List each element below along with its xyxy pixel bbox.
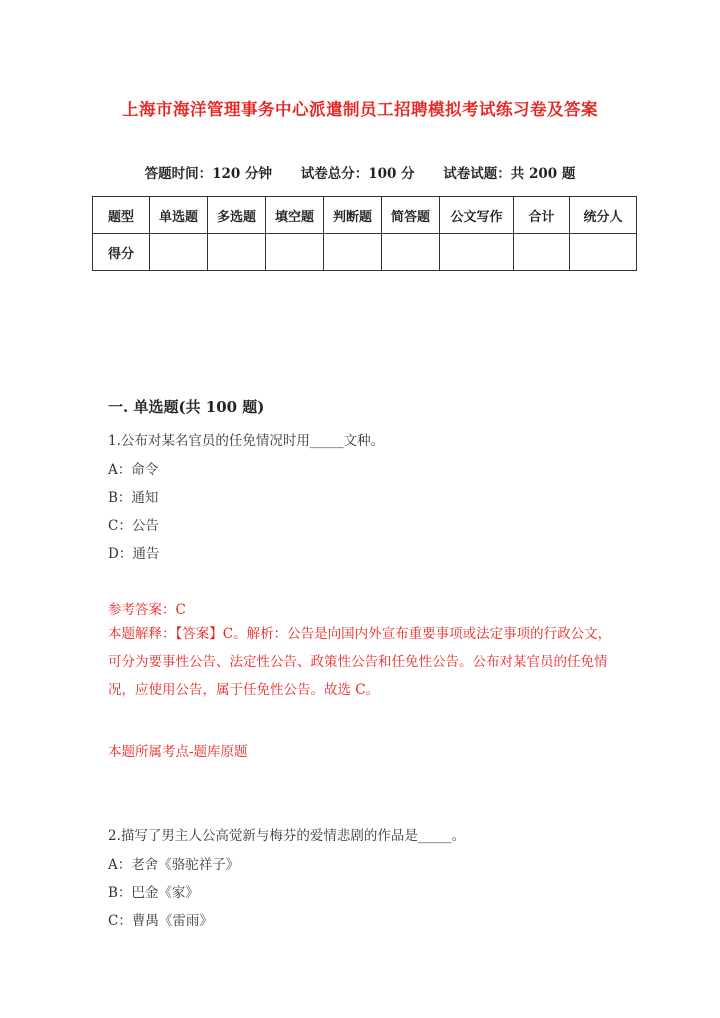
score-cell bbox=[150, 234, 208, 271]
question-2-option-a: A：老舍《骆驼祥子》 bbox=[108, 857, 240, 873]
score-cell bbox=[208, 234, 266, 271]
header-cell: 简答题 bbox=[382, 197, 440, 234]
question-2-option-b: B：巴金《家》 bbox=[108, 885, 199, 901]
score-table-score-row bbox=[93, 234, 637, 271]
score-cell bbox=[514, 234, 570, 271]
score-cell bbox=[440, 234, 514, 271]
question-1-option-d: D：通告 bbox=[108, 546, 160, 562]
question-1-explanation: 本题解释：【答案】C。解析：公告是向国内外宣布重要事项或法定事项的行政公文，可分为要事性公告、法定性公告、政策性公告和任免性公告。公布对某官员的任免情况，应使用公告，属于任免性公告。故选 C。 bbox=[108, 626, 612, 698]
question-2-option-c: C：曹禺《雷雨》 bbox=[108, 913, 213, 929]
score-cell bbox=[382, 234, 440, 271]
section-heading: 一. 单选题(共 100 题) bbox=[108, 398, 265, 416]
question-2-stem: 2.描写了男主人公高觉新与梅芬的爱情悲剧的作品是_____。 bbox=[108, 828, 466, 844]
score-cell bbox=[570, 234, 637, 271]
header-cell: 填空题 bbox=[266, 197, 324, 234]
exam-time: 答题时间：120 分钟 bbox=[144, 166, 272, 182]
row-label-cell: 得分 bbox=[93, 234, 150, 271]
question-1-option-c: C：公告 bbox=[108, 518, 159, 534]
question-1-option-a: A：命令 bbox=[108, 462, 159, 478]
header-cell: 判断题 bbox=[324, 197, 382, 234]
exam-count: 试卷试题：共 200 题 bbox=[443, 166, 576, 182]
exam-total: 试卷总分：100 分 bbox=[300, 166, 415, 182]
header-cell: 单选题 bbox=[150, 197, 208, 234]
question-1-topic: 本题所属考点-题库原题 bbox=[108, 744, 248, 760]
header-cell: 多选题 bbox=[208, 197, 266, 234]
score-cell bbox=[324, 234, 382, 271]
question-1-option-b: B：通知 bbox=[108, 490, 159, 506]
question-1-stem: 1.公布对某名官员的任免情况时用_____文种。 bbox=[108, 433, 385, 449]
score-table bbox=[92, 196, 637, 271]
exam-meta bbox=[0, 162, 720, 182]
header-cell: 题型 bbox=[93, 197, 150, 234]
score-cell bbox=[266, 234, 324, 271]
question-1-answer: 参考答案：C bbox=[108, 602, 186, 618]
document-title: 上海市海洋管理事务中心派遣制员工招聘模拟考试练习卷及答案 bbox=[122, 100, 598, 119]
header-cell: 合计 bbox=[514, 197, 570, 234]
header-cell: 公文写作 bbox=[440, 197, 514, 234]
score-table-header-row bbox=[93, 197, 637, 234]
header-cell: 统分人 bbox=[570, 197, 637, 234]
